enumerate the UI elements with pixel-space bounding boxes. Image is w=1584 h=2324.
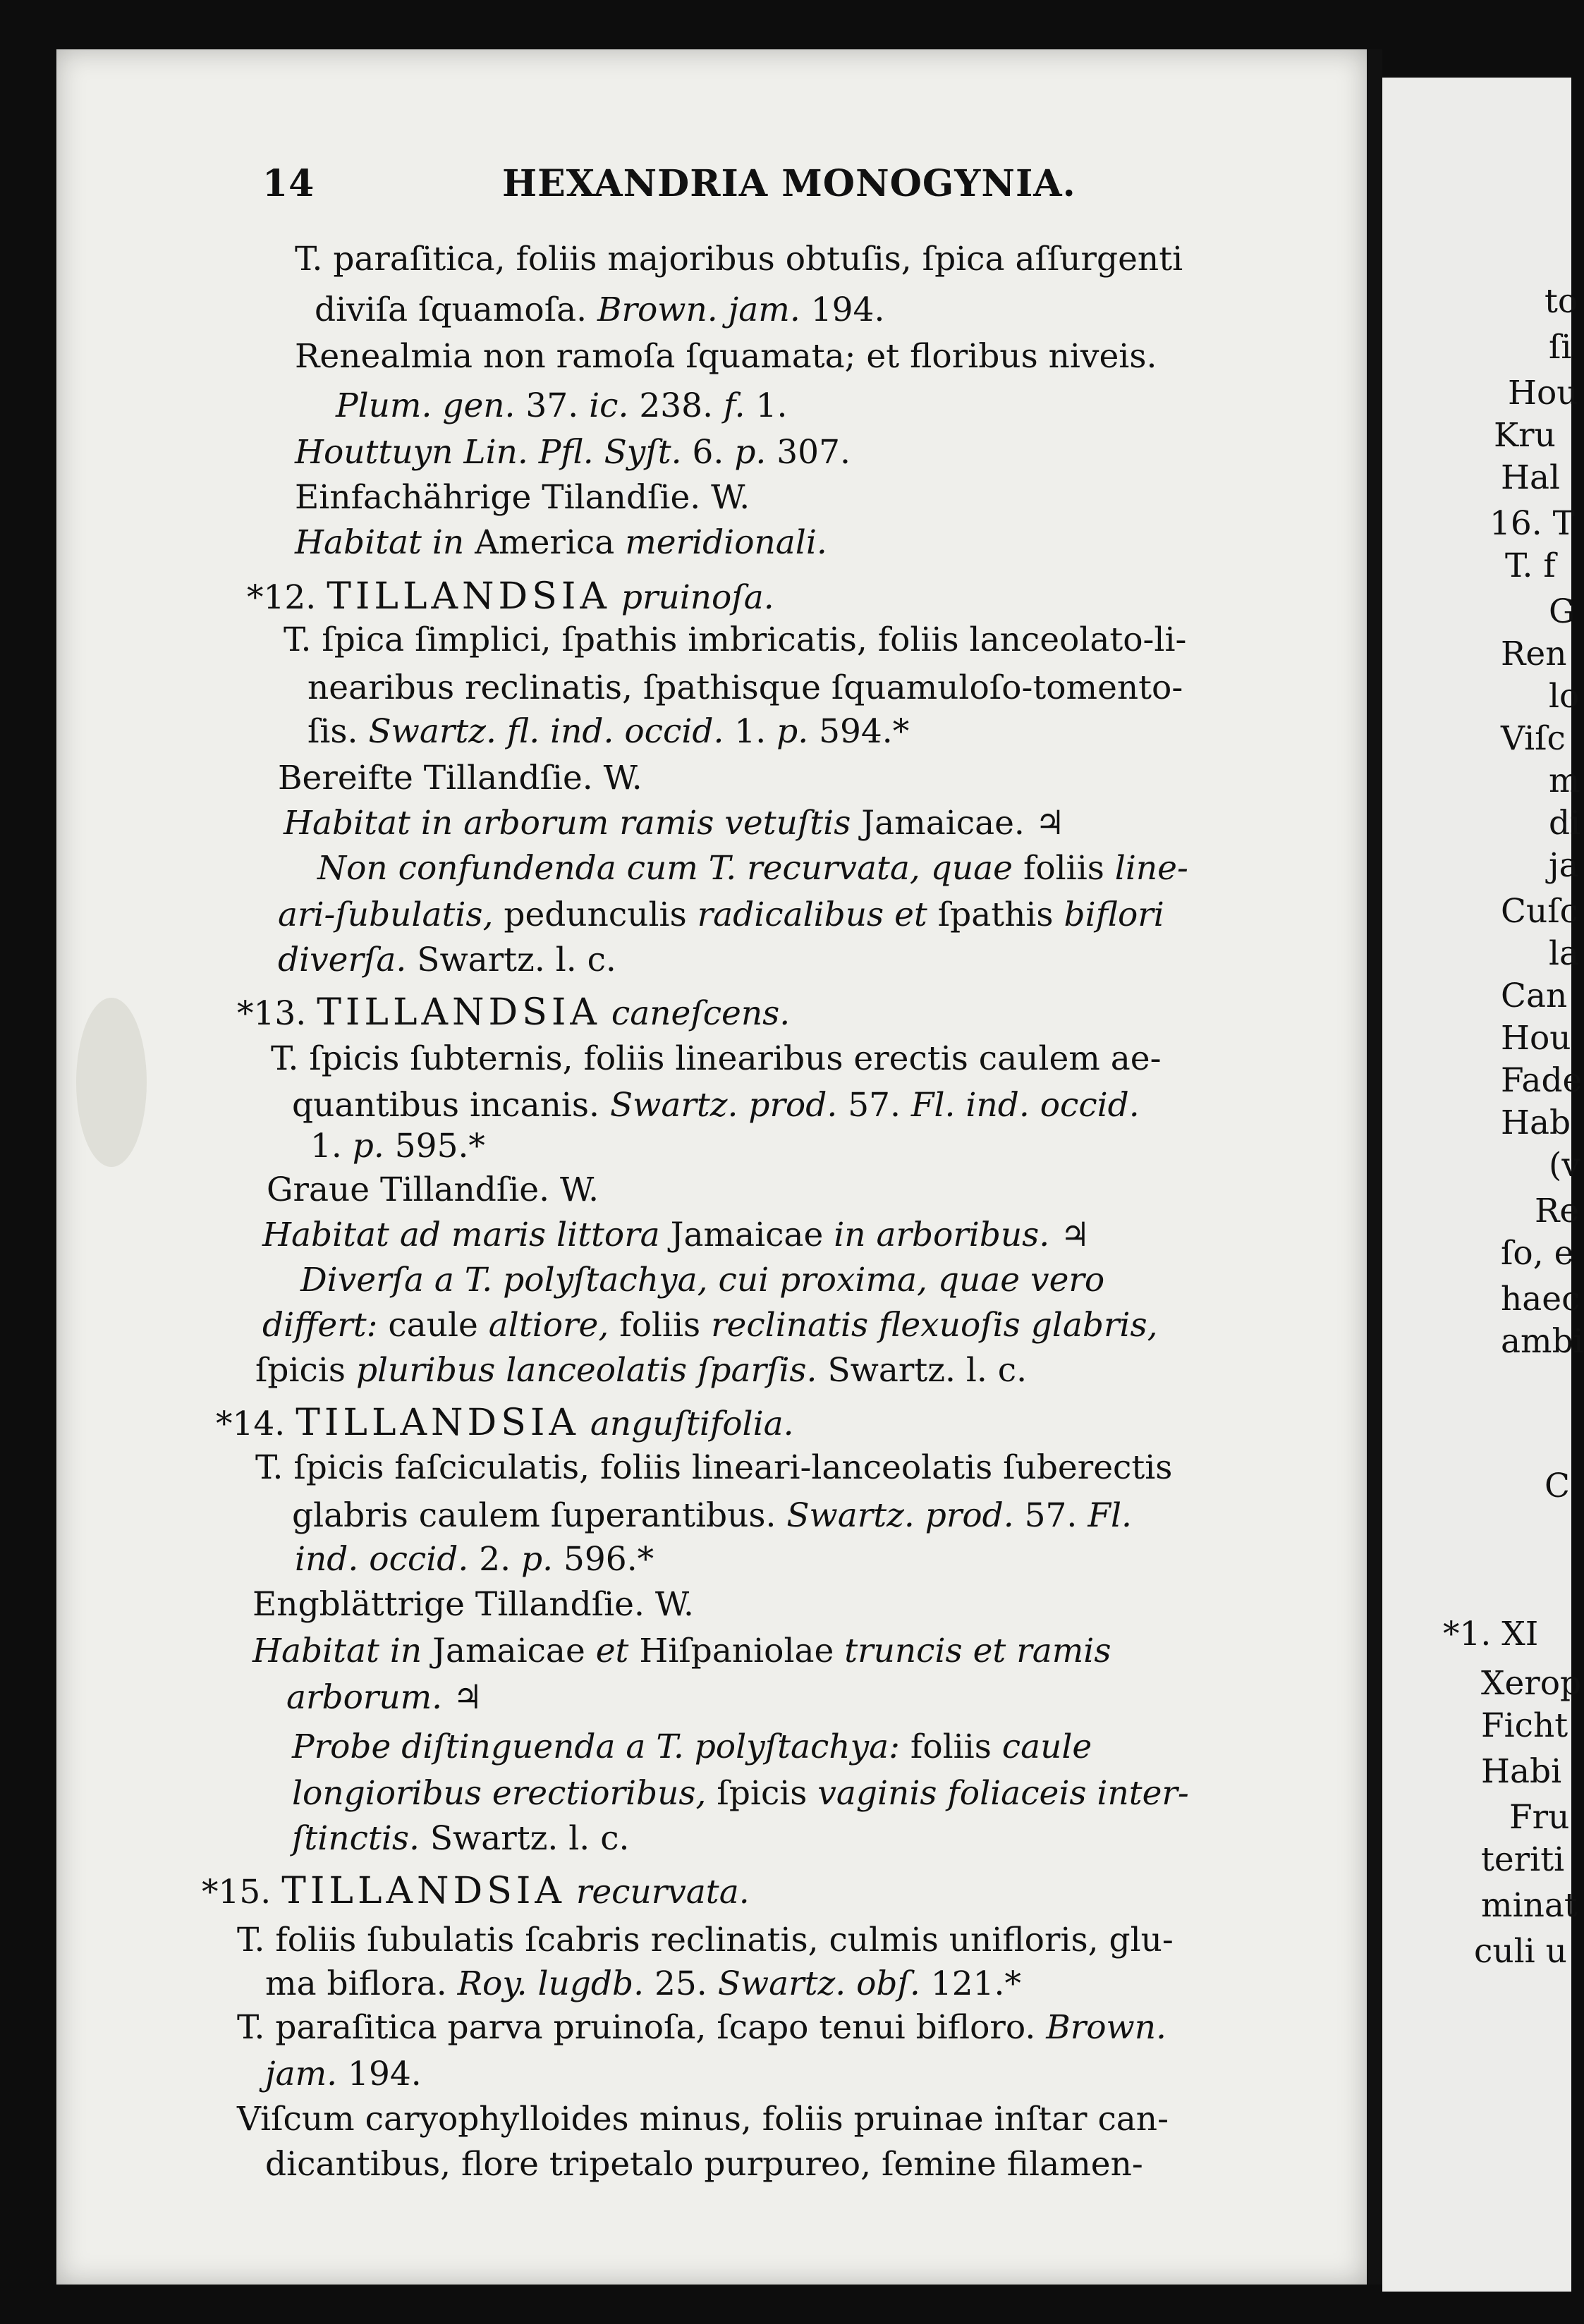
text-line	[295, 240, 1183, 279]
italic-text: ic.	[589, 386, 629, 425]
text-line	[237, 993, 790, 1034]
page-number: 14	[262, 162, 315, 205]
italic-text: radicalibus et	[697, 895, 927, 934]
italic-text: Brown. jam.	[597, 290, 800, 329]
text-segment: 6.	[681, 433, 735, 472]
text-line	[295, 337, 1157, 377]
text-line	[292, 1727, 1092, 1767]
text-segment: caule	[377, 1306, 489, 1345]
facing-page-fragment: to	[1545, 282, 1578, 321]
italic-text: p.	[352, 1127, 384, 1166]
text-line	[315, 290, 884, 330]
text-line	[252, 1632, 1111, 1671]
text-segment: ſpicis	[255, 1351, 356, 1390]
text-line	[310, 1127, 485, 1166]
text-segment: Renealmia non ramoſa ſquamata; et floribus niveis.	[295, 337, 1157, 376]
text-segment: Swartz. l. c.	[419, 1819, 630, 1858]
italic-text: Habitat in arborum ramis vetuſtis	[284, 804, 851, 843]
text-segment: glabris caulem ſuperantibus.	[292, 1496, 787, 1535]
text-segment: 595.*	[384, 1127, 485, 1166]
text-segment: *12.	[247, 578, 327, 617]
facing-page-fragment: Ficht	[1481, 1706, 1568, 1745]
text-segment: *14.	[216, 1405, 296, 1443]
text-segment: foliis	[1013, 849, 1115, 888]
text-line	[267, 1170, 599, 1210]
text-segment: foliis	[899, 1727, 1002, 1766]
italic-text: Habitat in	[252, 1632, 422, 1670]
text-segment: ſpathis	[927, 895, 1064, 934]
facing-page-fragment: haec	[1501, 1280, 1580, 1319]
text-segment: Bereifte Tillandſie. W.	[278, 759, 642, 797]
italic-text: caneſcens.	[611, 994, 791, 1033]
italic-text: Diverſa a T. polyſtachya, cui proxima, quae vero	[300, 1261, 1105, 1299]
text-line	[271, 1039, 1161, 1079]
italic-text: line-	[1114, 849, 1188, 888]
italic-text: Houttuyn Lin. Pfl. Syſt.	[295, 433, 682, 472]
text-segment: T. foliis ſubulatis ſcabris reclinatis, culmis unifloris, glu-	[237, 1921, 1174, 1959]
text-segment: 594.*	[808, 712, 910, 751]
text-segment: T. ſpicis faſciculatis, foliis lineari-lanceolatis ſuberectis	[255, 1448, 1173, 1487]
text-segment: 121.*	[920, 1964, 1021, 2003]
italic-text: anguſtifolia.	[590, 1405, 794, 1443]
italic-text: Roy. lugdb.	[457, 1964, 645, 2003]
text-line	[295, 523, 827, 563]
italic-text: ſtinctis.	[292, 1819, 420, 1858]
italic-text: ari-ſubulatis,	[278, 895, 494, 934]
italic-text: vaginis foliaceis inter-	[817, 1774, 1189, 1813]
text-segment: pedunculis	[493, 895, 697, 934]
text-segment: 2.	[468, 1540, 522, 1579]
facing-page-fragment: C	[1545, 1467, 1570, 1505]
text-segment: T. ſpica ſimplici, ſpathis imbricatis, foliis lanceolato-li-	[284, 620, 1187, 659]
text-line	[252, 1585, 694, 1625]
text-segment: ſpicis	[706, 1774, 818, 1813]
text-line	[247, 577, 774, 618]
italic-text: truncis et ramis	[844, 1632, 1111, 1670]
page-gutter	[1367, 49, 1382, 2285]
text-segment: nearibus reclinatis, ſpathisque ſquamuloſo-tomento-	[307, 668, 1183, 707]
text-line	[202, 1871, 750, 1912]
text-line	[295, 433, 851, 472]
italic-text: Fl. ind. occid.	[910, 1086, 1140, 1125]
text-segment: *15.	[202, 1873, 282, 1912]
facing-page-fragment: Fade	[1501, 1061, 1583, 1100]
text-segment: T. ſpicis ſubternis, foliis linearibus erectis caulem ae-	[271, 1039, 1162, 1078]
facing-page-fragment: Can	[1501, 977, 1568, 1015]
text-line	[286, 1678, 482, 1718]
text-segment: Viſcum caryophylloides minus, foliis pruinae inſtar can-	[237, 2100, 1169, 2139]
text-segment: 596.*	[553, 1540, 654, 1579]
text-segment: T. paraſitica, foliis majoribus obtuſis, ſpica aſſurgenti	[295, 240, 1183, 279]
italic-text: Non confundenda cum T. recurvata, quae	[317, 849, 1013, 888]
text-segment: 37.	[515, 386, 590, 425]
text-line	[237, 1921, 1174, 1960]
text-line	[262, 1216, 1090, 1255]
paper-stain	[76, 998, 147, 1167]
genus-heading: TILLANDSIA	[327, 575, 611, 618]
text-segment: ma biflora.	[265, 1964, 458, 2003]
italic-text: caule	[1001, 1727, 1092, 1766]
facing-page-fragment: Xerop	[1481, 1664, 1582, 1703]
italic-text: ind. occid.	[295, 1540, 469, 1579]
facing-page-fragment: ſi	[1549, 328, 1572, 367]
text-segment: Hiſpaniolae	[628, 1632, 845, 1670]
text-line	[295, 1540, 654, 1579]
text-line	[265, 2055, 422, 2094]
italic-text: altiore,	[488, 1306, 609, 1345]
text-segment: Jamaicae	[422, 1632, 596, 1670]
text-segment: 57.	[837, 1086, 911, 1125]
facing-page-fragment: Hab	[1501, 1103, 1571, 1142]
facing-page-fragment: Viſc	[1501, 719, 1566, 758]
italic-text: pruinoſa.	[621, 578, 774, 617]
facing-page-fragment: Ren	[1501, 635, 1567, 673]
text-segment: 194.	[800, 290, 885, 329]
text-segment: Swartz. l. c.	[817, 1351, 1028, 1390]
italic-text: Probe diſtinguenda a T. polyſtachya:	[292, 1727, 900, 1766]
text-line	[284, 620, 1186, 660]
italic-text: biflori	[1064, 895, 1164, 934]
facing-page-fragment: Kru	[1494, 416, 1556, 455]
text-segment: Einfachährige Tilandſie. W.	[295, 478, 750, 517]
italic-text: Habitat ad maris littora	[262, 1216, 660, 1254]
facing-page-fragment: ambi	[1501, 1322, 1584, 1361]
facing-page-fragment: lo	[1549, 677, 1580, 716]
text-line	[292, 1086, 1140, 1125]
italic-text: et	[595, 1632, 629, 1670]
text-line	[278, 895, 1164, 935]
text-segment: 194.	[337, 2055, 422, 2093]
text-line	[255, 1351, 1027, 1390]
text-segment: 1.	[310, 1127, 353, 1166]
facing-page-fragment: Hou	[1508, 374, 1578, 412]
text-line	[295, 478, 750, 518]
text-line	[307, 712, 909, 752]
text-segment: America	[464, 523, 626, 562]
text-segment: ſis.	[307, 712, 369, 751]
text-segment	[601, 994, 611, 1033]
facing-page-fragment: G	[1549, 592, 1576, 631]
italic-text: p.	[734, 433, 767, 472]
text-segment: Graue Tillandſie. W.	[267, 1170, 599, 1209]
text-segment	[566, 1873, 576, 1912]
text-segment	[611, 578, 621, 617]
text-line	[317, 849, 1188, 888]
facing-page-fragment: Fru	[1509, 1798, 1570, 1837]
facing-page-fragment: Habi	[1481, 1752, 1562, 1791]
text-line	[292, 1496, 1132, 1536]
genus-heading: TILLANDSIA	[296, 1402, 580, 1444]
text-segment: 57.	[1013, 1496, 1088, 1535]
facing-page-fragment: Hou	[1501, 1019, 1571, 1058]
italic-text: arborum.	[286, 1678, 443, 1717]
text-segment: diviſa ſquamoſa.	[315, 290, 597, 329]
text-segment: quantibus incanis.	[292, 1086, 610, 1125]
facing-page-fragment: *1. XI	[1443, 1615, 1539, 1653]
text-line	[265, 2145, 1143, 2184]
facing-page-fragment: Hal	[1501, 458, 1561, 497]
text-segment: Swartz. l. c.	[406, 941, 616, 979]
facing-page-fragment: minat	[1481, 1886, 1578, 1925]
italic-text: meridionali.	[625, 523, 827, 562]
text-line	[292, 1774, 1189, 1814]
facing-page-fragment: (v	[1549, 1146, 1580, 1185]
text-segment: Jamaicae	[659, 1216, 834, 1254]
text-line	[292, 1819, 629, 1859]
facing-page-fragment: teriti	[1481, 1840, 1565, 1879]
italic-text: Swartz. fl. ind. occid.	[368, 712, 724, 751]
text-line	[216, 1403, 794, 1444]
facing-page-fragment: ja	[1549, 846, 1579, 885]
text-segment: 1.	[745, 386, 788, 425]
text-segment: T. paraſitica parva pruinoſa, ſcapo tenui bifloro.	[237, 2008, 1047, 2047]
text-line	[237, 2008, 1166, 2048]
italic-text: pluribus lanceolatis ſparſis.	[355, 1351, 817, 1390]
text-segment: 307.	[766, 433, 851, 472]
text-line	[307, 668, 1183, 708]
genus-heading: TILLANDSIA	[317, 991, 601, 1034]
text-line	[278, 941, 616, 980]
italic-text: Swartz. obſ.	[717, 1964, 920, 2003]
text-segment	[580, 1405, 590, 1443]
text-line	[300, 1261, 1104, 1300]
facing-page-fragment: m	[1549, 762, 1580, 800]
italic-text: diverſa.	[278, 941, 407, 979]
text-segment: *13.	[237, 994, 317, 1033]
text-line	[262, 1306, 1158, 1345]
text-line	[284, 804, 1065, 843]
text-segment: ♃	[1049, 1216, 1090, 1254]
facing-page-fragment: ſo, e	[1501, 1234, 1574, 1273]
italic-text: longioribus erectioribus,	[292, 1774, 707, 1813]
italic-text: Swartz. prod.	[786, 1496, 1014, 1535]
text-segment: 25.	[644, 1964, 718, 2003]
facing-page-fragment: Cuſc	[1501, 892, 1578, 931]
italic-text: f.	[723, 386, 745, 425]
facing-page-fragment: culi u	[1474, 1932, 1567, 1971]
text-segment: Jamaicae. ♃	[851, 804, 1065, 843]
facing-page-fragment: di	[1549, 804, 1581, 843]
text-segment: foliis	[609, 1306, 712, 1345]
italic-text: Swartz. prod.	[609, 1086, 838, 1125]
facing-page-fragment: Re	[1535, 1192, 1580, 1230]
text-segment: 1.	[724, 712, 777, 751]
italic-text: p.	[776, 712, 809, 751]
italic-text: recurvata.	[575, 1873, 750, 1912]
italic-text: Habitat in	[295, 523, 465, 562]
italic-text: p.	[521, 1540, 554, 1579]
text-segment: ♃	[442, 1678, 483, 1717]
text-segment: 238.	[628, 386, 724, 425]
text-line	[265, 1964, 1021, 2004]
text-segment: dicantibus, flore tripetalo purpureo, ſemine filamen-	[265, 2145, 1143, 2184]
genus-heading: TILLANDSIA	[281, 1870, 566, 1912]
italic-text: Brown.	[1046, 2008, 1166, 2047]
text-segment: Engblättrige Tillandſie. W.	[252, 1585, 694, 1624]
text-line	[255, 1448, 1172, 1488]
text-line	[278, 759, 642, 798]
italic-text: in arboribus.	[834, 1216, 1050, 1254]
facing-page-fragment: 16. T	[1489, 504, 1576, 543]
italic-text: reclinatis flexuoſis glabris,	[711, 1306, 1158, 1345]
text-line	[336, 386, 787, 426]
italic-text: differt:	[262, 1306, 378, 1345]
italic-text: Fl.	[1088, 1496, 1132, 1535]
italic-text: jam.	[265, 2055, 338, 2093]
running-title: HEXANDRIA MONOGYNIA.	[502, 162, 1076, 205]
italic-text: Plum. gen.	[336, 386, 516, 425]
facing-page-fragment: la	[1549, 934, 1580, 973]
facing-page-fragment: T. f	[1505, 546, 1556, 585]
text-line	[237, 2100, 1169, 2139]
